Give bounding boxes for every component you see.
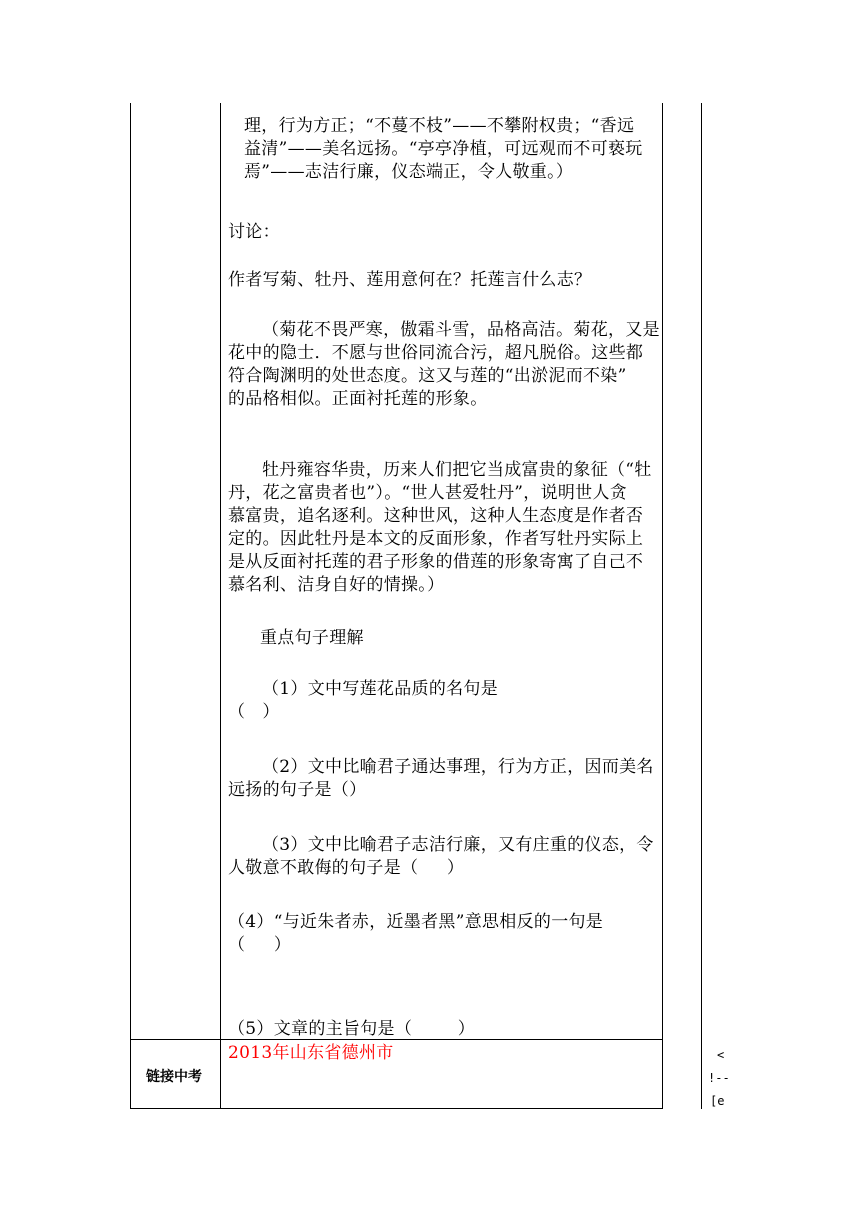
table-bottom-border bbox=[130, 1108, 663, 1109]
answer-paragraph-end: 理，行为方正；“不蔓不枝”——不攀附权贵；“香远 益清”——美名远扬。“亭亭净植，可远观而不可亵玩 焉”——志洁行廉，仪态端正，令人敬重。） bbox=[244, 116, 643, 182]
table-left-border bbox=[130, 103, 131, 1109]
exam-link-source: 2013年山东省德州市 bbox=[228, 1043, 394, 1063]
row-label-exam-link: 链接中考 bbox=[146, 1069, 202, 1085]
key-sentences-heading: 重点句子理解 bbox=[260, 628, 364, 648]
discussion-question: 作者写菊、牡丹、莲用意何在？托莲言什么志？ bbox=[228, 270, 592, 290]
table-right-border bbox=[662, 103, 663, 1109]
question-3: （3）文中比喻君子志洁行廉，又有庄重的仪态，令 人敬意不敢侮的句子是（ ） bbox=[228, 835, 654, 878]
side-text-2: !-- bbox=[708, 1071, 730, 1085]
chrysanthemum-answer: （菊花不畏严寒，傲霜斗雪，品格高洁。菊花，又是 花中的隐士．不愿与世俗同流合污，超凡脱俗。这些都 符合陶渊明的处世态度。这又与莲的“出淤泥而不染” 的品格相似。正面衬托莲的形象。 bbox=[228, 320, 660, 409]
question-5: （5）文章的主旨句是（ ） bbox=[228, 1019, 476, 1039]
side-text-3: [e bbox=[710, 1094, 725, 1108]
table-column-divider bbox=[220, 103, 221, 1109]
discussion-heading: 讨论： bbox=[228, 222, 280, 242]
question-4: （4）“与近朱者赤，近墨者黑”意思相反的一句是 （ ） bbox=[228, 912, 604, 955]
peony-answer: 牡丹雍容华贵，历来人们把它当成富贵的象征（“牡 丹，花之富贵者也”）。“世人甚爱牡丹”，说明世人贪 慕富贵，追名逐利。这种世风，这种人生态度是作者否 定的。因此牡丹是本文的反面形象，作者写牡丹实际上 是从反面衬托莲的君子形象的借莲的形象寄寓了自己不 慕名利、洁身自好的情操。） bbox=[228, 460, 652, 595]
question-2: （2）文中比喻君子通达事理，行为方正，因而美名 远扬的句子是（） bbox=[228, 757, 654, 800]
side-text-1: < bbox=[717, 1048, 725, 1062]
question-1: （1）文中写莲花品质的名句是 （ ） bbox=[228, 679, 499, 722]
page-right-rule bbox=[701, 103, 702, 1109]
